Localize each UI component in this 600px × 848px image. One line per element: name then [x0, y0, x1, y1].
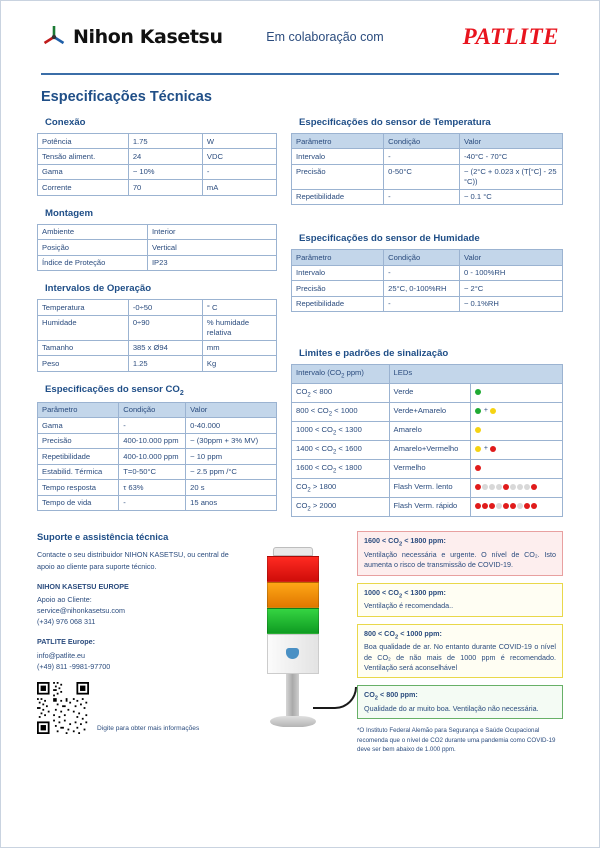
table-conexao-body: [38, 134, 277, 196]
table-hum-head: [292, 250, 563, 265]
co2-title-text: Especificações do sensor CO: [45, 383, 180, 395]
tower-sensor-body: [267, 634, 319, 674]
led-interval: $1600 < CO_2 < 1800$: [292, 460, 390, 479]
led-dot-off: [517, 503, 523, 509]
row-value: 400-10.000 ppm: [119, 449, 186, 464]
led-pattern: [470, 460, 562, 479]
table-row: [292, 149, 563, 164]
row-value: Vertical: [147, 240, 276, 255]
table-row: [292, 422, 563, 441]
table-header-row: [292, 134, 563, 149]
led-interval: $1000 < CO_2 < 1300$: [292, 422, 390, 441]
table-row: [38, 240, 277, 255]
row-label: Precisão: [38, 433, 119, 448]
row-value: 25°C, 0-100%RH: [384, 281, 460, 296]
table-row: [292, 296, 563, 311]
led-color-label: Vermelho: [389, 460, 470, 479]
table-row: [38, 356, 277, 371]
led-pattern: [470, 422, 562, 441]
row-value: Kg: [202, 356, 276, 371]
row-label: Temperatura: [38, 300, 129, 315]
column-header: Valor: [460, 134, 563, 149]
column-header: Parâmetro: [38, 402, 119, 417]
led-dot-off: [482, 484, 488, 490]
row-label: Corrente: [38, 180, 129, 195]
column-header-leds: LEDs: [389, 365, 562, 384]
table-montagem-body: [38, 224, 277, 270]
row-label: Repetibilidade: [292, 296, 384, 311]
row-value: ° C: [202, 300, 276, 315]
row-value: 70: [128, 180, 202, 195]
row-value: -: [384, 189, 460, 204]
table-row: [38, 418, 277, 433]
support-europe-details: [37, 594, 237, 627]
table-row: [38, 433, 277, 448]
nihon-kasetsu-wordmark: Nihon Kasetsu: [73, 26, 223, 48]
europe-line-1: Apoio ao Cliente:: [37, 594, 92, 604]
led-dot-yellow: [490, 408, 496, 414]
row-label: Ambiente: [38, 224, 148, 239]
callouts-block: [357, 531, 563, 754]
row-value: ~ 10%: [128, 164, 202, 179]
led-dot-red: [524, 503, 530, 509]
led-dot-green: [475, 408, 481, 414]
led-pattern: [470, 498, 562, 517]
table-row: [292, 281, 563, 296]
led-color-label: Flash Verm. lento: [389, 479, 470, 498]
table-limites: [291, 364, 563, 517]
patlite-logo: PATLITE: [462, 24, 559, 49]
row-value: W: [202, 134, 276, 149]
plus-symbol: +: [483, 444, 488, 452]
row-value: ~ 2°C: [460, 281, 563, 296]
led-dot-off: [524, 484, 530, 490]
led-pattern: [470, 403, 562, 422]
signal-tower-image: [245, 531, 349, 754]
table-row: [292, 498, 563, 517]
led-dot-red: [475, 465, 481, 471]
column-header: Parâmetro: [292, 134, 384, 149]
column-header: Condição: [119, 402, 186, 417]
row-label: Posição: [38, 240, 148, 255]
tri-propeller-icon: [41, 24, 67, 50]
row-value: 1.75: [128, 134, 202, 149]
callout-heading: $1000 < CO_2 < 1300$ ppm:: [364, 587, 446, 600]
led-dot-off: [489, 484, 495, 490]
table-intervalos-body: [38, 300, 277, 371]
table-temp-head: [292, 134, 563, 149]
tower-segment-amber: [267, 582, 319, 608]
row-value: T=0-50°C: [119, 464, 186, 479]
led-dot-red: [490, 446, 496, 452]
row-label: Precisão: [292, 164, 384, 189]
row-label: Tempo de vida: [38, 495, 119, 510]
row-label: Potência: [38, 134, 129, 149]
row-label: Estabilid. Térmica: [38, 464, 119, 479]
led-pattern: [470, 384, 562, 403]
led-dot-green: [475, 389, 481, 395]
table-row: [38, 224, 277, 239]
table-co2-head: [38, 402, 277, 417]
patlite-phone: (+49) 811 -9981-97700: [37, 661, 111, 671]
callout-box: [357, 624, 563, 679]
callout-box: [357, 583, 563, 617]
table-row: [38, 149, 277, 164]
support-intro: Contacte o seu distribuidor NIHON KASETSU, ou central de apoio ao cliente para suporte técnico.: [37, 550, 229, 571]
section-title-hum-sensor: Especificações do sensor de Humidade: [299, 233, 480, 245]
section-title-intervalos: Intervalos de Operação: [45, 283, 152, 295]
row-value: -: [119, 418, 186, 433]
table-temp-sensor: [291, 133, 563, 205]
document-header: [1, 1, 599, 73]
row-value: ~ 2.5 ppm /°C: [186, 464, 277, 479]
led-dot-red: [489, 503, 495, 509]
row-value: ~ (30ppm + 3% MV): [186, 433, 277, 448]
table-row: [292, 441, 563, 460]
tower-cable: [313, 687, 357, 709]
row-value: 15 anos: [186, 495, 277, 510]
led-dot-red: [475, 484, 481, 490]
callout-box: [357, 685, 563, 719]
tower-brand-icon: [286, 648, 299, 659]
table-row: [292, 403, 563, 422]
table-row: [38, 134, 277, 149]
callout-body: Qualidade do ar muito boa. Ventilação não necessária.: [364, 703, 539, 713]
led-dot-red: [475, 503, 481, 509]
led-dot-off: [496, 484, 502, 490]
row-value: -: [202, 164, 276, 179]
led-color-label: Amarelo: [389, 422, 470, 441]
tower-base: [270, 716, 316, 727]
callout-heading: $CO_2 < 800$ ppm:: [364, 690, 418, 702]
support-title: Suporte e assistência técnica: [37, 531, 169, 543]
row-label: Intervalo: [292, 265, 384, 280]
table-row: [38, 315, 277, 340]
qr-block: [37, 682, 237, 734]
row-value: ~ 0.1%RH: [460, 296, 563, 311]
led-dot-off: [496, 503, 502, 509]
table-limites-head: [292, 365, 563, 384]
led-interval: $CO_2 > 2000$: [292, 498, 390, 517]
row-value: 0 - 100%RH: [460, 265, 563, 280]
row-value: 0÷90: [128, 315, 202, 340]
section-title-limites: Limites e padrões de sinalização: [299, 348, 449, 360]
row-label: Gama: [38, 164, 129, 179]
row-value: % humidade relativa: [202, 315, 276, 340]
led-dot-off: [510, 484, 516, 490]
row-value: -0÷50: [128, 300, 202, 315]
co2-subscript: 2: [179, 389, 184, 397]
table-row: [38, 300, 277, 315]
led-color-label: Verde+Amarelo: [389, 403, 470, 422]
led-color-label: Verde: [389, 384, 470, 403]
europe-email[interactable]: service@nihonkasetsu.com: [37, 606, 125, 616]
table-row: [292, 384, 563, 403]
row-label: Tensão aliment.: [38, 149, 129, 164]
led-interval: $1400 < CO_2 < 1600$: [292, 441, 390, 460]
plus-symbol: +: [483, 406, 488, 414]
table-row: [292, 479, 563, 498]
callout-heading: $800 < CO_2 < 1000$ ppm:: [364, 628, 442, 641]
row-value: ~ (2°C + 0.023 x (T[°C] - 25 °C)): [460, 164, 563, 189]
led-color-label: Flash Verm. rápido: [389, 498, 470, 517]
row-value: ~ 10 ppm: [186, 449, 277, 464]
row-value: -: [384, 265, 460, 280]
table-hum-body: [292, 265, 563, 311]
led-dot-yellow: [475, 446, 481, 452]
row-label: Repetibilidade: [292, 189, 384, 204]
table-row: [38, 340, 277, 355]
led-dot-red: [503, 503, 509, 509]
column-header: Valor: [186, 402, 277, 417]
support-europe-heading: NIHON KASETSU EUROPE: [37, 581, 129, 591]
row-label: Índice de Proteção: [38, 255, 148, 270]
callout-heading: $1600 < CO_2 < 1800$ ppm:: [364, 536, 446, 548]
table-row: [38, 164, 277, 179]
led-dot-red: [531, 503, 537, 509]
table-row: [292, 460, 563, 479]
led-pattern: [470, 479, 562, 498]
tower-cap: [273, 547, 313, 556]
callouts-list: [357, 531, 563, 719]
column-header: Condição: [384, 134, 460, 149]
right-column: [291, 117, 563, 517]
row-label: Tamanho: [38, 340, 129, 355]
table-row: [38, 255, 277, 270]
callout-body: Ventilação é recomendada..: [364, 601, 454, 611]
table-montagem: [37, 224, 277, 271]
led-dot-red: [482, 503, 488, 509]
row-label: Gama: [38, 418, 119, 433]
tower-pole: [286, 674, 299, 716]
table-row: [292, 189, 563, 204]
column-header: Parâmetro: [292, 250, 384, 265]
table-row: [38, 180, 277, 195]
row-value: VDC: [202, 149, 276, 164]
row-value: 400-10.000 ppm: [119, 433, 186, 448]
table-row: [38, 464, 277, 479]
left-column: [37, 117, 277, 517]
section-title-co2-sensor: [45, 384, 277, 397]
led-dot-yellow: [475, 427, 481, 433]
table-co2-body: [38, 418, 277, 511]
table-row: [38, 449, 277, 464]
specs-columns: [1, 117, 599, 517]
tower-segment-green: [267, 608, 319, 634]
led-dot-off: [517, 484, 523, 490]
page-title: Especificações Técnicas: [41, 89, 212, 105]
section-title-conexao: Conexão: [45, 117, 86, 128]
table-limites-body: [292, 384, 563, 517]
table-temp-body: [292, 149, 563, 205]
row-label: Peso: [38, 356, 129, 371]
table-co2-sensor: [37, 402, 277, 511]
led-interval: $CO_2 > 1800$: [292, 479, 390, 498]
row-value: Interior: [147, 224, 276, 239]
row-value: -: [384, 149, 460, 164]
row-label: Tempo resposta: [38, 480, 119, 495]
support-block: [37, 531, 237, 754]
row-value: IP23: [147, 255, 276, 270]
row-label: Intervalo: [292, 149, 384, 164]
led-dot-red: [510, 503, 516, 509]
table-header-row: [292, 365, 563, 384]
table-intervalos: [37, 299, 277, 371]
table-conexao: [37, 133, 277, 196]
column-header-interval: Intervalo ($CO_2$ ppm): [292, 365, 390, 384]
row-label: Repetibilidade: [38, 449, 119, 464]
row-value: 0-40.000: [186, 418, 277, 433]
table-row: [38, 480, 277, 495]
led-pattern: [470, 441, 562, 460]
table-row: [38, 495, 277, 510]
nihon-kasetsu-logo: [41, 24, 251, 50]
table-hum-sensor: [291, 249, 563, 312]
row-value: 24: [128, 149, 202, 164]
tower-segment-red: [267, 556, 319, 582]
led-color-label: Amarelo+Vermelho: [389, 441, 470, 460]
collaboration-text: Em colaboração com: [266, 30, 384, 44]
row-value: mA: [202, 180, 276, 195]
table-header-row: [38, 402, 277, 417]
row-value: -40°C - 70°C: [460, 149, 563, 164]
row-value: -: [119, 495, 186, 510]
table-row: [292, 265, 563, 280]
header-divider: [41, 73, 559, 75]
column-header: Condição: [384, 250, 460, 265]
led-interval: $CO_2 < 800$: [292, 384, 390, 403]
led-interval: $800 < CO_2 < 1000$: [292, 403, 390, 422]
patlite-email[interactable]: info@patlite.eu: [37, 650, 86, 660]
support-patlite-details: [37, 650, 237, 672]
callout-body: Ventilação necessária e urgente. O nível de CO₂. Isto aumenta o risco de transmissão de COVID-19.: [364, 549, 556, 570]
callout-box: [357, 531, 563, 575]
support-patlite-heading: PATLITE Europe:: [37, 637, 96, 647]
row-value: ~ 0.1 °C: [460, 189, 563, 204]
row-value: 0-50°C: [384, 164, 460, 189]
row-label: Precisão: [292, 281, 384, 296]
row-value: mm: [202, 340, 276, 355]
tower-graphic: [267, 547, 319, 727]
table-header-row: [292, 250, 563, 265]
qr-caption: Digite para obter mais informações: [97, 724, 200, 732]
table-row: [292, 164, 563, 189]
footnote-text: *O Instituto Federal Alemão para Segurança e Saúde Ocupacional recomenda que o nível de CO2 durante uma pandemia como COVID-19 deve ser bem abaixo de 1.000 ppm.: [357, 727, 556, 753]
section-title-montagem: Montagem: [45, 207, 93, 219]
row-label: Humidade: [38, 315, 129, 340]
led-dot-red: [503, 484, 509, 490]
callout-body: Boa qualidade de ar. No entanto durante COVID-19 o nível de CO₂ de não mais de 1000 ppm é recomendado. Ventilação será aconselhável: [364, 642, 556, 672]
section-title-temp-sensor: Especificações do sensor de Temperatura: [299, 117, 491, 128]
row-value: τ 63%: [119, 480, 186, 495]
led-dot-red: [531, 484, 537, 490]
row-value: 1.25: [128, 356, 202, 371]
column-header: Valor: [460, 250, 563, 265]
qr-code-icon[interactable]: [37, 682, 89, 734]
row-value: -: [384, 296, 460, 311]
row-value: 20 s: [186, 480, 277, 495]
row-value: 385 x Ø94: [128, 340, 202, 355]
bottom-section: [1, 517, 599, 754]
europe-phone: (+34) 976 068 311: [37, 617, 96, 627]
